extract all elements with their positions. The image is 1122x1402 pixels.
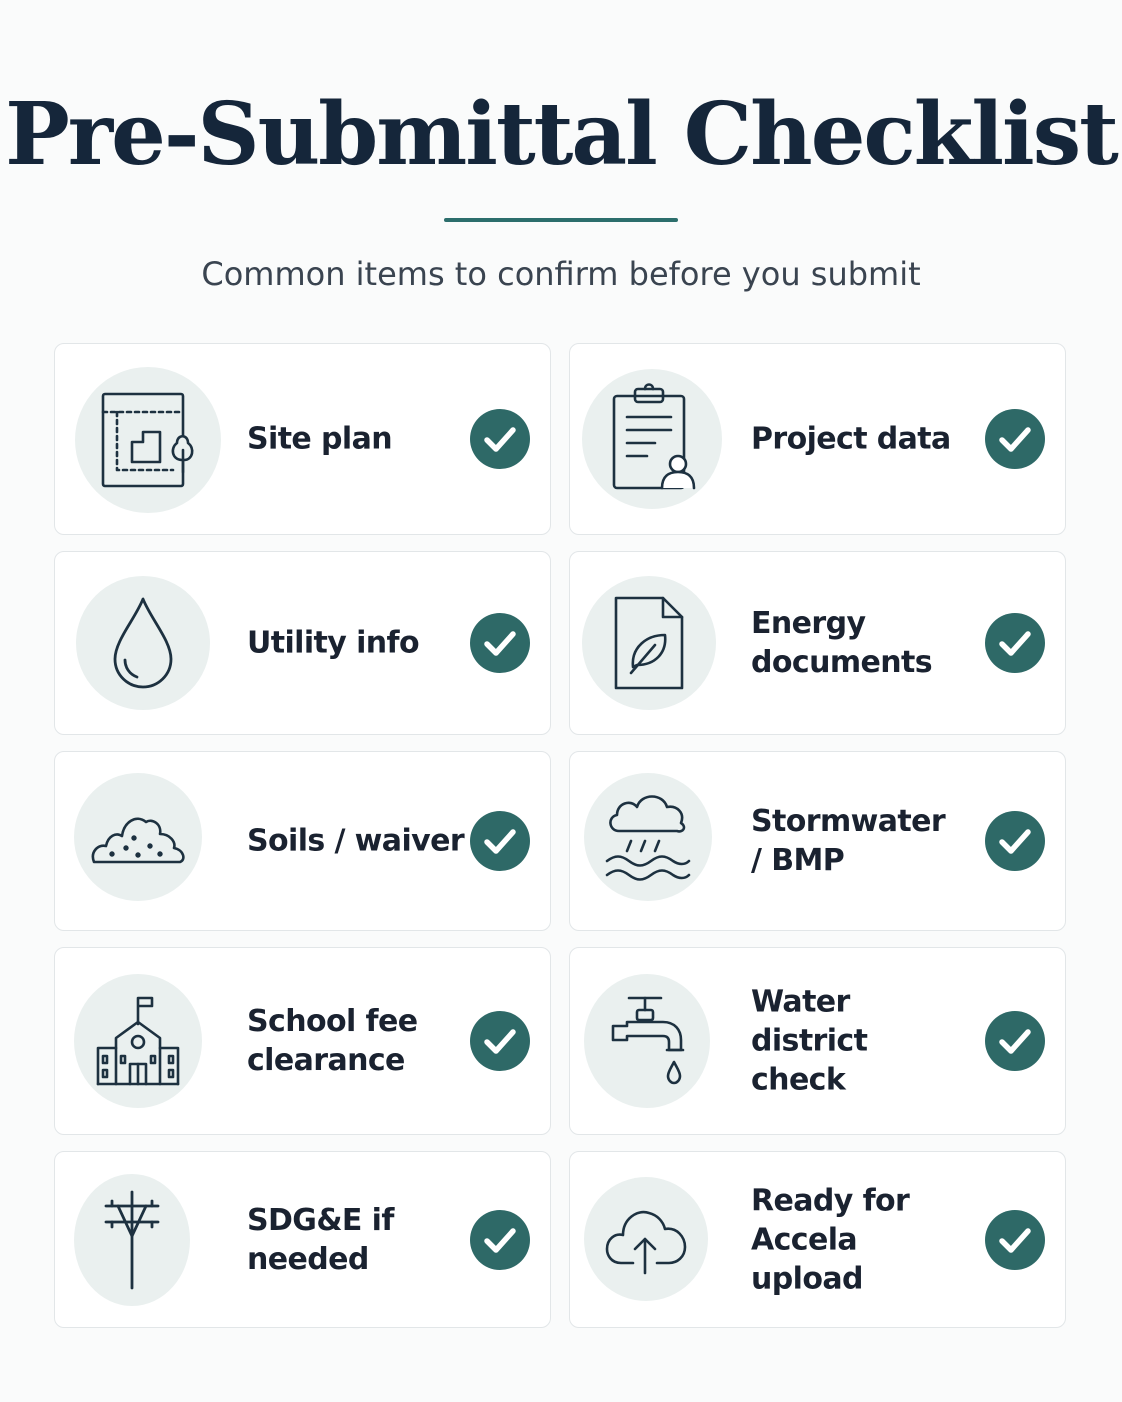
checklist-card-utility-info xyxy=(54,551,551,735)
checklist-item-label: School fee clearance xyxy=(247,1004,418,1078)
check-icon[interactable] xyxy=(985,811,1045,871)
checklist-item-label: SDG&E if needed xyxy=(247,1202,394,1277)
page-subtitle: Common items to confirm before you submit xyxy=(201,255,921,293)
checklist-item-label: Energy documents xyxy=(751,606,932,680)
checklist-card-water-district xyxy=(569,947,1066,1135)
check-icon[interactable] xyxy=(985,613,1045,673)
check-icon[interactable] xyxy=(985,409,1045,469)
check-icon[interactable] xyxy=(985,1210,1045,1270)
checklist-card-sdge xyxy=(54,1151,551,1328)
checklist-card-school-fee xyxy=(54,947,551,1135)
clipboard-user-icon xyxy=(582,369,722,509)
rain-cloud-waves-icon xyxy=(584,773,712,901)
soil-mound-icon xyxy=(74,773,202,901)
check-icon[interactable] xyxy=(985,1011,1045,1071)
check-icon[interactable] xyxy=(470,613,530,673)
check-icon[interactable] xyxy=(470,1210,530,1270)
checklist-card-soils-waiver xyxy=(54,751,551,931)
checklist-item-label: Site plan xyxy=(247,421,392,457)
check-icon[interactable] xyxy=(470,1011,530,1071)
checklist-item-label: Soils / waiver xyxy=(247,823,465,859)
faucet-icon xyxy=(584,974,710,1108)
leaf-document-icon xyxy=(582,576,716,710)
site-plan-icon xyxy=(75,367,221,513)
checklist-card-site-plan xyxy=(54,343,551,535)
checklist-card-project-data xyxy=(569,343,1066,535)
water-drop-icon xyxy=(76,576,210,710)
checklist-item-label: Ready for Accela upload xyxy=(751,1183,910,1296)
checklist-item-label: Stormwater / BMP xyxy=(751,804,946,878)
checklist-item-label: Water district check xyxy=(751,984,868,1098)
page-title: Pre-Submittal Checklist xyxy=(5,84,1117,185)
checklist-card-energy-documents xyxy=(569,551,1066,735)
cloud-upload-icon xyxy=(584,1177,708,1301)
check-icon[interactable] xyxy=(470,409,530,469)
check-icon[interactable] xyxy=(470,811,530,871)
checklist-card-stormwater-bmp xyxy=(569,751,1066,931)
checklist-item-label: Utility info xyxy=(247,625,419,661)
title-divider xyxy=(444,218,678,222)
school-building-icon xyxy=(74,974,202,1108)
checklist-item-label: Project data xyxy=(751,421,951,457)
checklist-card-accela-upload xyxy=(569,1151,1066,1328)
utility-pole-icon xyxy=(74,1174,190,1306)
